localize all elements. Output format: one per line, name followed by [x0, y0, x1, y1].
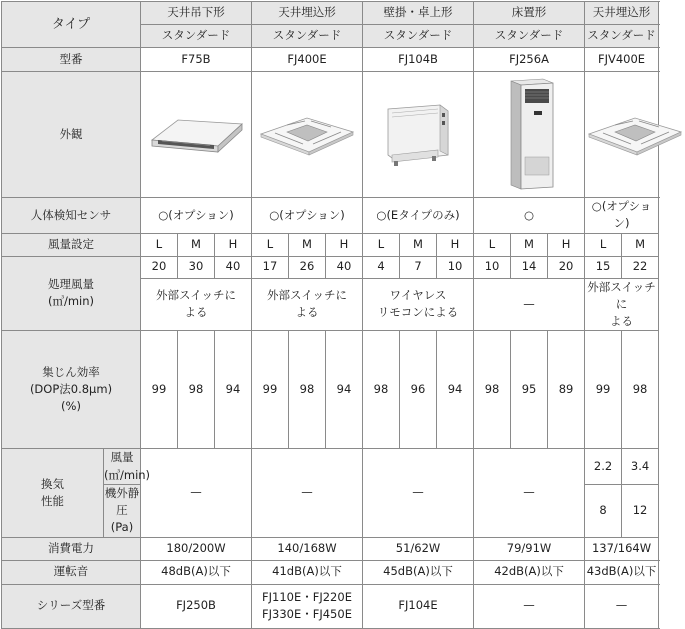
airflow-control-note: [474, 278, 585, 331]
ventilation-group-line2: 性能: [41, 493, 64, 508]
processing-airflow-value: 17: [252, 256, 289, 278]
dust-efficiency-label-line3: (%): [61, 399, 81, 414]
airflow-level: H: [437, 233, 474, 256]
sensor-value: ○(オプション): [252, 198, 363, 234]
category-header: 床置形: [474, 2, 585, 25]
grade-header: スタンダード: [363, 25, 474, 48]
ventilation-airflow-label-line2: (㎥/min): [104, 467, 151, 482]
series-line1: FJ250B: [176, 598, 216, 613]
note-line2: よる: [184, 305, 208, 320]
floor-standing-unit-image: [474, 72, 585, 198]
dust-efficiency-label-line2: (DOP法0.8μm): [29, 382, 113, 397]
series-value: [252, 584, 363, 628]
ceiling-suspended-unit-image: [141, 72, 252, 198]
power-value: 51/62W: [363, 537, 474, 560]
noise-label: 運転音: [2, 560, 141, 584]
ventilation-not-applicable: —: [363, 449, 474, 537]
dust-efficiency-value: 94: [437, 331, 474, 449]
ventilation-not-applicable: —: [252, 449, 363, 537]
airflow-level: H: [326, 233, 363, 256]
airflow-level: L: [474, 233, 511, 256]
ventilation-airflow-value: 2.2: [585, 449, 622, 485]
grade-header: スタンダード: [141, 25, 252, 48]
dust-efficiency-value: 99: [252, 331, 289, 449]
series-row: [2, 584, 659, 628]
model-row: [2, 48, 659, 72]
processing-airflow-value: 10: [474, 256, 511, 278]
dust-efficiency-value: 95: [511, 331, 548, 449]
processing-airflow-value: 15: [585, 256, 622, 278]
airflow-level: M: [511, 233, 548, 256]
dust-efficiency-value: 94: [215, 331, 252, 449]
note-line1: 外部スイッチに: [155, 288, 237, 303]
ventilation-airflow-label: [104, 449, 151, 485]
noise-value: 42dB(A)以下: [474, 560, 585, 584]
ventilation-pressure-value: 8: [585, 484, 622, 537]
dust-efficiency-label-line1: 集じん効率: [42, 364, 100, 379]
series-value: [585, 584, 659, 628]
noise-value: 43dB(A)以下: [585, 560, 659, 584]
model-value: FJ400E: [252, 48, 363, 72]
processing-airflow-label: [2, 256, 141, 331]
airflow-level: L: [585, 233, 622, 256]
processing-airflow-label-line1: 処理風量: [48, 277, 94, 292]
header-category-row: [2, 2, 659, 25]
processing-airflow-value: 4: [363, 256, 400, 278]
airflow-level: L: [363, 233, 400, 256]
series-line1: FJ104E: [398, 598, 438, 613]
dust-efficiency-value: 99: [141, 331, 178, 449]
processing-airflow-value: 40: [215, 256, 252, 278]
airflow-level: M: [178, 233, 215, 256]
grade-header: スタンダード: [585, 25, 659, 48]
dust-efficiency-label: [2, 331, 141, 449]
series-value: [141, 584, 252, 628]
dust-efficiency-value: 98: [622, 331, 659, 449]
model-label: 型番: [2, 48, 141, 72]
processing-airflow-value: 20: [548, 256, 585, 278]
category-header: 天井吊下形: [141, 2, 252, 25]
model-value: F75B: [141, 48, 252, 72]
airflow-level: L: [252, 233, 289, 256]
note-line2: よる: [295, 305, 319, 320]
model-value: FJ256A: [474, 48, 585, 72]
airflow-control-note: [252, 278, 363, 331]
sensor-value: ○(オプション): [141, 198, 252, 234]
ventilation-airflow-value: 3.4: [622, 449, 659, 485]
processing-airflow-value: 10: [437, 256, 474, 278]
grade-header: スタンダード: [474, 25, 585, 48]
dust-efficiency-row: [2, 331, 659, 449]
note-line2: よる: [610, 314, 634, 328]
sensor-value: ○(オプション): [585, 198, 659, 234]
series-label: シリーズ型番: [2, 584, 141, 628]
airflow-control-note: [141, 278, 252, 331]
processing-airflow-value: 26: [289, 256, 326, 278]
series-line1: —: [523, 598, 535, 613]
processing-airflow-value: 22: [622, 256, 659, 278]
dust-efficiency-value: 89: [548, 331, 585, 449]
ventilation-group-line1: 換気: [41, 476, 64, 491]
series-line1: FJ110E・FJ220E: [262, 589, 352, 604]
airflow-level: L: [141, 233, 178, 256]
grade-header: スタンダード: [252, 25, 363, 48]
noise-value: 48dB(A)以下: [141, 560, 252, 584]
note-line1: —: [523, 296, 535, 311]
series-line1: —: [615, 598, 628, 613]
ventilation-not-applicable: —: [474, 449, 585, 537]
dust-efficiency-value: 98: [289, 331, 326, 449]
category-header: 壁掛・卓上形: [363, 2, 474, 25]
power-row: [2, 537, 659, 560]
processing-airflow-label-line2: (㎥/min): [47, 294, 95, 309]
model-value: FJ104B: [363, 48, 474, 72]
dust-efficiency-value: 94: [326, 331, 363, 449]
wall-desktop-unit-image: [363, 72, 474, 198]
airflow-level: H: [548, 233, 585, 256]
power-value: 180/200W: [141, 537, 252, 560]
sensor-row: [2, 198, 659, 234]
ventilation-pressure-label: [104, 484, 141, 537]
ventilation-pressure-label-line2: (Pa): [110, 520, 134, 535]
series-value: [363, 584, 474, 628]
airflow-control-note: [363, 278, 474, 331]
power-label: 消費電力: [2, 537, 141, 560]
model-value: FJV400E: [585, 48, 659, 72]
ventilation-airflow-label-line1: 風量: [110, 450, 134, 465]
category-header: 天井埋込形: [252, 2, 363, 25]
appearance-label: 外観: [2, 72, 141, 198]
note-line1: 外部スイッチに: [587, 279, 656, 311]
type-header: タイプ: [2, 2, 141, 48]
series-value: [474, 584, 585, 628]
ventilation-pressure-label-line1: 機外静圧: [104, 485, 140, 517]
airflow-level: H: [215, 233, 252, 256]
processing-airflow-values-row: [2, 256, 659, 278]
ventilation-group-label: [2, 449, 104, 537]
processing-airflow-value: 20: [141, 256, 178, 278]
appearance-row: [2, 72, 659, 198]
note-line1: ワイヤレス: [389, 288, 447, 303]
processing-airflow-value: 7: [400, 256, 437, 278]
sensor-value: ○: [474, 198, 585, 234]
airflow-level: M: [289, 233, 326, 256]
dust-efficiency-value: 98: [363, 331, 400, 449]
sensor-label: 人体検知センサ: [2, 198, 141, 234]
spec-table: [1, 1, 659, 629]
dust-efficiency-value: 98: [474, 331, 511, 449]
ceiling-cassette-unit-image: [252, 72, 363, 198]
ventilation-pressure-value: 12: [622, 484, 659, 537]
airflow-setting-row: [2, 233, 659, 256]
power-value: 79/91W: [474, 537, 585, 560]
airflow-level: M: [622, 233, 659, 256]
airflow-control-note: [585, 278, 659, 331]
processing-airflow-value: 40: [326, 256, 363, 278]
ceiling-cassette-unit-image: [585, 72, 659, 198]
note-line2: リモコンによる: [377, 305, 459, 320]
noise-value: 45dB(A)以下: [363, 560, 474, 584]
series-line2: FJ330E・FJ450E: [262, 607, 352, 621]
dust-efficiency-value: 96: [400, 331, 437, 449]
power-value: 140/168W: [252, 537, 363, 560]
processing-airflow-value: 30: [178, 256, 215, 278]
airflow-level: M: [400, 233, 437, 256]
processing-airflow-value: 14: [511, 256, 548, 278]
category-header: 天井埋込形: [585, 2, 659, 25]
dust-efficiency-value: 98: [178, 331, 215, 449]
ventilation-airflow-row: [2, 449, 659, 485]
airflow-setting-label: 風量設定: [2, 233, 141, 256]
power-value: 137/164W: [585, 537, 659, 560]
sensor-value: ○(Eタイプのみ): [363, 198, 474, 234]
ventilation-not-applicable: —: [141, 449, 252, 537]
noise-value: 41dB(A)以下: [252, 560, 363, 584]
dust-efficiency-value: 99: [585, 331, 622, 449]
note-line1: 外部スイッチに: [266, 288, 348, 303]
noise-row: [2, 560, 659, 584]
